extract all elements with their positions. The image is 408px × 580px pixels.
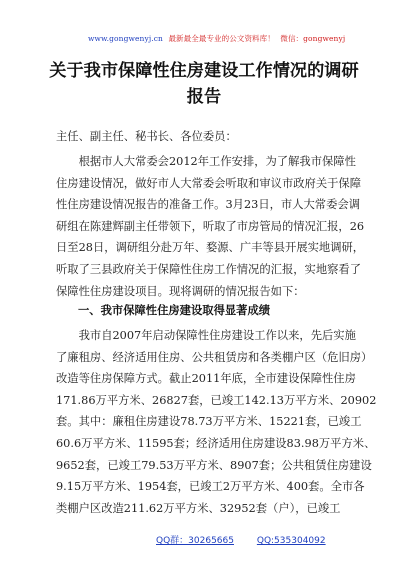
text-line: 性住房建设情况报告的准备工作。3月23日，市人大常委会调 (56, 198, 360, 212)
text-line: 类棚户区改造211.62万平方米、32952套（户），已竣工 (56, 501, 341, 515)
text-line: 根据市人大常委会2012年工作安排，为了解我市保障性 (56, 155, 356, 168)
text-line: 套。其中：廉租住房建设78.73万平方米、15221套，已竣工 (56, 415, 362, 429)
text-line: 了廉租房、经济适用住房、公共租赁房和各类棚户区（危旧房） (56, 350, 373, 364)
title-line: 关于我市保障性住房建设工作情况的调研 (49, 61, 359, 81)
text-line: 改造等住房保障方式。截止2011年底，全市建设保障性住房 (56, 372, 356, 386)
text-line: 日至28日，调研组分赴万年、婺源、广丰等县开展实地调研， (56, 241, 365, 255)
qq-group-link[interactable]: QQ群：30265665 (156, 536, 234, 546)
text-line: 研组在陈建辉副主任带领下，听取了市房管局的情况汇报，26 (56, 219, 365, 233)
text-line: 听取了三县政府关于保障性住房工作情况的汇报，实地察看了 (56, 262, 362, 276)
qq-link[interactable]: QQ:535304092 (256, 536, 326, 546)
paragraph-achievements (56, 325, 377, 519)
section-heading: 一、我市保障性住房建设取得显著成绩 (78, 304, 271, 317)
title-line: 报告 (186, 87, 222, 107)
document-title (36, 58, 372, 110)
page-header (88, 33, 348, 44)
wechat-label: 微信：gongwenyj (280, 34, 346, 43)
text-line: 保障性住房建设项目。现将调研的情况报告如下： (56, 284, 305, 298)
site-slogan: 最新最全最专业的公文资料库！ (168, 34, 275, 43)
text-line: 60.6万平方米、11595套；经济适用住房建设83.98万平方米、 (56, 436, 376, 450)
text-line: 住房建设情况，做好市人大常委会听取和审议市政府关于保障 (56, 176, 362, 190)
text-line: 171.86万平方米、26827套，已竣工142.13万平方米、20902 (56, 393, 377, 407)
text-line: 9.15万平方米、1954套，已竣工2万平方米、400套。全市各 (56, 480, 365, 494)
site-link[interactable]: www.gongwenyj.cn (88, 34, 163, 43)
page-footer (156, 533, 328, 546)
paragraph-intro (56, 151, 365, 302)
text-line: 9652套，已竣工79.53万平方米、8907套；公共租赁住房建设 (56, 458, 372, 472)
text-line: 我市自2007年启动保障性住房建设工作以来，先后实施 (56, 329, 356, 342)
salutation: 主任、副主任、秘书长、各位委员： (56, 130, 237, 143)
